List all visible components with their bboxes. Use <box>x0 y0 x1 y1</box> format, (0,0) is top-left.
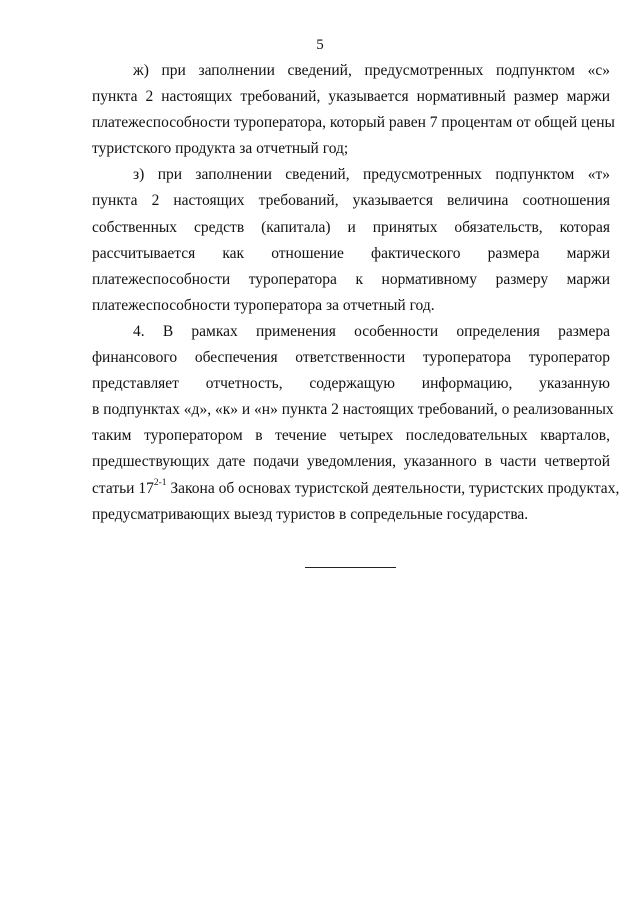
text-line-with-superscript <box>92 476 620 502</box>
paragraph-z <box>92 162 610 319</box>
text-line: платежеспособности туроператора, который равен 7 процентам от общей цены <box>92 114 615 132</box>
text-line: таким туроператором в течение четырех последовательных кварталов, <box>92 427 610 445</box>
text-line: в подпунктах «д», «к» и «н» пункта 2 настоящих требований, о реализованных <box>92 401 614 419</box>
text-line: собственных средств (капитала) и принятых обязательств, которая <box>92 218 610 236</box>
text-line: з) при заполнении сведений, предусмотренных подпунктом «т» <box>133 166 610 184</box>
end-separator-line <box>305 567 396 568</box>
text-line: пункта 2 настоящих требований, указывается нормативный размер маржи <box>92 88 610 106</box>
text-line: предшествующих дате подачи уведомления, указанного в части четвертой <box>92 453 610 471</box>
page-number: 5 <box>316 37 324 53</box>
paragraph-zh <box>92 58 615 162</box>
text-line: ж) при заполнении сведений, предусмотренных подпунктом «с» <box>133 62 610 79</box>
text-line: 4. В рамках применения особенности определения размера <box>133 322 610 340</box>
text-line: предусматривающих выезд туристов в сопредельные государства. <box>92 505 529 523</box>
paragraph-4 <box>92 319 620 528</box>
document-body <box>92 58 620 528</box>
text-fragment: статьи 17 <box>92 479 154 497</box>
text-line: представляет отчетность, содержащую информацию, указанную <box>92 375 610 393</box>
text-fragment: Закона об основах туристской деятельности, туристских продуктах, <box>166 479 620 497</box>
text-line: платежеспособности туроператора к нормативному размеру маржи <box>92 270 610 288</box>
text-line: рассчитывается как отношение фактического размера маржи <box>92 244 610 262</box>
text-line: платежеспособности туроператора за отчетный год. <box>92 296 435 314</box>
superscript: 2-1 <box>153 478 167 489</box>
text-line: туристского продукта за отчетный год; <box>92 140 349 158</box>
text-line: финансового обеспечения ответственности туроператора туроператор <box>92 349 610 367</box>
text-line: пункта 2 настоящих требований, указывается величина соотношения <box>92 192 610 210</box>
